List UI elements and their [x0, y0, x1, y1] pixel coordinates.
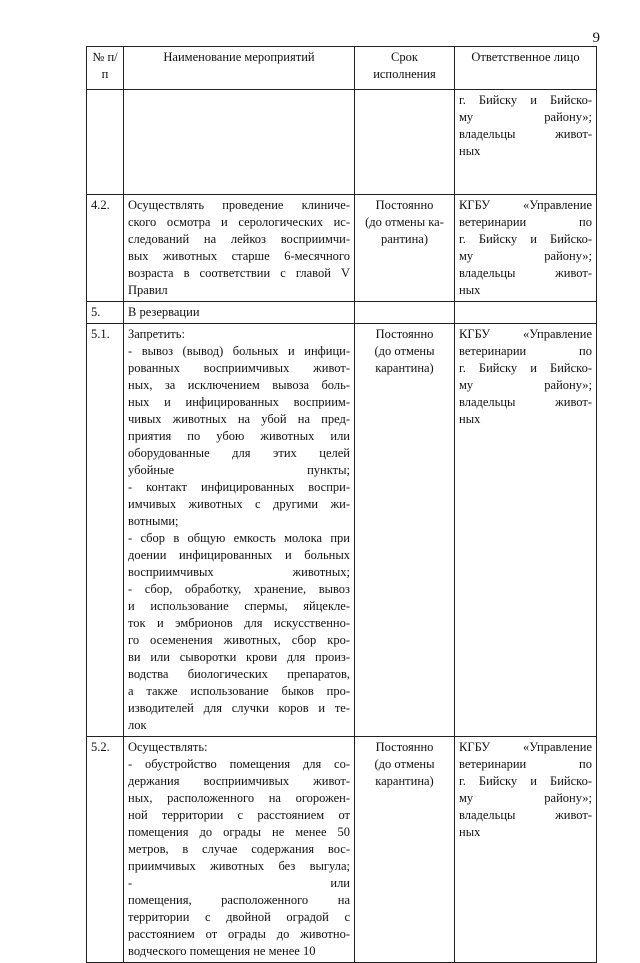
- cell-line: му району»;: [459, 378, 592, 392]
- responsible-person: [455, 302, 597, 324]
- cell-line: возраста в соответствии с главой V: [128, 266, 350, 280]
- cell-line: ных, за исключением вывоза боль-: [128, 378, 350, 392]
- cell-line: ветеринарии по: [459, 757, 592, 771]
- cell-line: метров, в случае содержания вос-: [128, 842, 350, 856]
- cell-line: владельцы живот-: [459, 395, 592, 409]
- cell-line: В резервации: [128, 305, 200, 319]
- cell-line: владельцы живот-: [459, 808, 592, 822]
- header-num: № п/п: [87, 47, 124, 90]
- cell-line: держания восприимчивых живот-: [128, 774, 350, 788]
- responsible-person: [455, 90, 597, 195]
- cell-line: карантина): [375, 361, 434, 375]
- page-number: 9: [592, 30, 600, 46]
- responsible-person: [455, 324, 597, 737]
- cell-line: ветеринарии по: [459, 344, 592, 358]
- cell-line: приятия по убою животных или: [128, 429, 350, 443]
- cell-line: Постоянно: [375, 740, 434, 754]
- cell-line: ветеринарии по: [459, 215, 592, 229]
- measure-term: [355, 737, 455, 963]
- cell-line: - сбор, обработку, хранение, вывоз: [128, 582, 350, 596]
- cell-line: помещения до ограды не менее 50: [128, 825, 350, 839]
- cell-line: (до отмены: [374, 344, 435, 358]
- measure-term: [355, 324, 455, 737]
- cell-line: - обустройство помещения для со-: [128, 757, 350, 771]
- cell-line: му району»;: [459, 110, 592, 124]
- measure-name: [124, 195, 355, 302]
- row-number: 4.2.: [87, 195, 124, 302]
- cell-line: территории с двойной оградой с: [128, 910, 350, 924]
- cell-line: убойные пункты;: [128, 463, 350, 477]
- cell-line: изводителей для случки коров и те-: [128, 701, 350, 715]
- cell-line: и использование спермы, яйцекле-: [128, 599, 350, 613]
- cell-line: ных, расположенного на огорожен-: [128, 791, 350, 805]
- measures-table: [86, 46, 597, 963]
- header-responsible: Ответственное лицо: [455, 47, 597, 90]
- cell-line: восприимчивых животных;: [128, 565, 350, 579]
- table-row: [87, 90, 597, 195]
- measure-term: [355, 302, 455, 324]
- cell-line: вотными;: [128, 514, 179, 528]
- cell-line: г. Бийску и Бийско-: [459, 232, 592, 246]
- cell-line: ных и инфицированных восприим-: [128, 395, 350, 409]
- cell-line: а также использование быков про-: [128, 684, 350, 698]
- cell-line: му району»;: [459, 791, 592, 805]
- cell-line: ных: [459, 144, 481, 158]
- measure-name: [124, 324, 355, 737]
- cell-line: КГБУ «Управление: [459, 327, 592, 341]
- cell-line: го осеменения животных, сбор кро-: [128, 633, 350, 647]
- responsible-person: [455, 737, 597, 963]
- cell-line: г. Бийску и Бийско-: [459, 93, 592, 107]
- row-number: 5.2.: [87, 737, 124, 963]
- cell-line: ных: [459, 283, 481, 297]
- cell-line: оборудованные для этих целей: [128, 446, 350, 460]
- cell-line: КГБУ «Управление: [459, 198, 592, 212]
- cell-line: рантина): [380, 232, 429, 246]
- table-row: [87, 195, 597, 302]
- measure-name: [124, 302, 355, 324]
- cell-line: Правил: [128, 283, 168, 297]
- cell-line: следований на лейкоз восприимчи-: [128, 232, 350, 246]
- cell-line: ви или сыворотки крови для произ-: [128, 650, 350, 664]
- cell-line: ных: [459, 412, 481, 426]
- cell-line: рованных восприимчивых живот-: [128, 361, 350, 375]
- cell-line: Постоянно: [375, 327, 434, 341]
- cell-line: расстоянием от ограды до животно-: [128, 927, 350, 941]
- cell-line: водческого помещения не менее 10: [128, 944, 316, 958]
- cell-line: помещения, расположенного на: [128, 893, 350, 907]
- cell-line: доении инфицированных и больных: [128, 548, 350, 562]
- row-number: [87, 90, 124, 195]
- cell-line: (до отмены ка-: [365, 215, 444, 229]
- cell-line: - контакт инфицированных воспри-: [128, 480, 350, 494]
- cell-line: КГБУ «Управление: [459, 740, 592, 754]
- cell-line: Осуществлять:: [128, 740, 208, 754]
- cell-line: имчивых животных с другими жи-: [128, 497, 350, 511]
- cell-line: - или: [128, 876, 350, 890]
- cell-line: - вывоз (вывод) больных и инфици-: [128, 344, 350, 358]
- cell-line: Запретить:: [128, 327, 185, 341]
- cell-line: (до отмены: [374, 757, 435, 771]
- measure-name: [124, 737, 355, 963]
- cell-line: карантина): [375, 774, 434, 788]
- cell-line: водства биологических препаратов,: [128, 667, 350, 681]
- cell-line: г. Бийску и Бийско-: [459, 774, 592, 788]
- cell-line: ток и эмбрионов для искусственно-: [128, 616, 350, 630]
- table-row: [87, 302, 597, 324]
- cell-line: владельцы живот-: [459, 266, 592, 280]
- measure-term: [355, 90, 455, 195]
- cell-line: ной территории с расстоянием от: [128, 808, 350, 822]
- header-row: [87, 47, 597, 90]
- cell-line: ского осмотра и серологических ис-: [128, 215, 350, 229]
- cell-line: Осуществлять проведение клиниче-: [128, 198, 350, 212]
- measure-name: [124, 90, 355, 195]
- cell-line: Постоянно: [375, 198, 434, 212]
- cell-line: му району»;: [459, 249, 592, 263]
- header-term: Срок исполнения: [355, 47, 455, 90]
- cell-line: приимчивых животных без выгула;: [128, 859, 350, 873]
- header-name: Наименование мероприятий: [124, 47, 355, 90]
- table-row: [87, 324, 597, 737]
- table-row: [87, 737, 597, 963]
- measure-term: [355, 195, 455, 302]
- cell-line: чивых животных на убой на пред-: [128, 412, 350, 426]
- cell-line: вых животных старше 6-месячного: [128, 249, 350, 263]
- cell-line: - сбор в общую емкость молока при: [128, 531, 350, 545]
- cell-line: лок: [128, 718, 147, 732]
- cell-line: г. Бийску и Бийско-: [459, 361, 592, 375]
- cell-line: владельцы живот-: [459, 127, 592, 141]
- cell-line: ных: [459, 825, 481, 839]
- responsible-person: [455, 195, 597, 302]
- row-number: 5.1.: [87, 324, 124, 737]
- row-number: 5.: [87, 302, 124, 324]
